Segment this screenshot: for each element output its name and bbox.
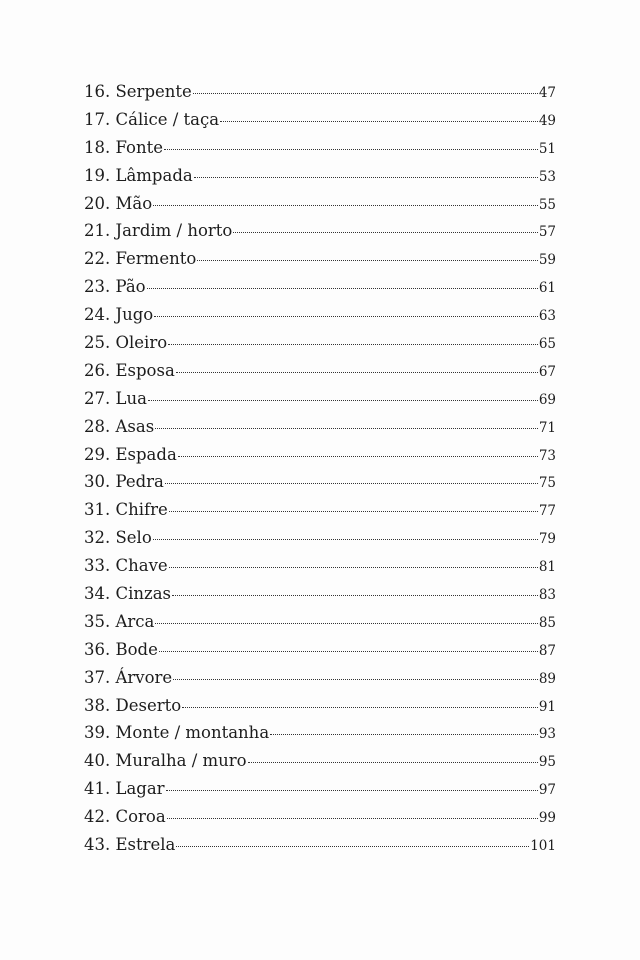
dot-leader	[194, 177, 538, 178]
toc-entry	[84, 445, 556, 473]
toc-entry-page-number: 81	[538, 559, 556, 576]
toc-entry-page-number: 71	[538, 419, 556, 436]
dot-leader	[147, 288, 538, 289]
toc-entry	[84, 305, 556, 333]
toc-entry-page-number: 57	[538, 224, 556, 241]
toc-entry	[84, 807, 556, 835]
toc-entry	[84, 835, 556, 863]
dot-leader	[172, 595, 538, 596]
toc-entry	[84, 361, 556, 389]
toc-entry	[84, 249, 556, 277]
toc-entry	[84, 668, 556, 696]
toc-entry-title: 21. Jardim / horto	[84, 221, 233, 241]
toc-entry-page-number: 69	[538, 391, 556, 408]
toc-entry-page-number: 91	[538, 698, 556, 715]
toc-entry	[84, 640, 556, 668]
toc-entry-page-number: 75	[538, 475, 556, 492]
toc-entry-title: 24. Jugo	[84, 305, 154, 325]
toc-entry-title: 43. Estrela	[84, 835, 176, 855]
dot-leader	[169, 567, 538, 568]
toc-entry	[84, 751, 556, 779]
toc-entry-title: 37. Árvore	[84, 667, 173, 687]
dot-leader	[248, 762, 538, 763]
toc-entry-page-number: 85	[538, 614, 556, 631]
toc-entry-title: 23. Pão	[84, 277, 146, 297]
toc-entry	[84, 389, 556, 417]
dot-leader	[155, 428, 538, 429]
toc-entry	[84, 277, 556, 305]
toc-entry	[84, 138, 556, 166]
toc-entry-page-number: 55	[538, 196, 556, 213]
toc-entry-page-number: 89	[538, 670, 556, 687]
toc-entry-page-number: 47	[538, 85, 556, 101]
dot-leader	[270, 734, 538, 735]
toc-entry	[84, 556, 556, 584]
toc-entry-page-number: 59	[538, 252, 556, 269]
toc-entry	[84, 194, 556, 222]
toc-entry	[84, 472, 556, 500]
toc-entry-title: 42. Coroa	[84, 807, 166, 827]
dot-leader	[176, 846, 529, 847]
toc-entry-title: 35. Arca	[84, 611, 155, 631]
toc-entry-page-number: 53	[538, 168, 556, 185]
toc-entry-page-number: 51	[538, 140, 556, 157]
toc-entry	[84, 333, 556, 361]
dot-leader	[176, 372, 538, 373]
dot-leader	[173, 679, 538, 680]
toc-entry-page-number: 61	[538, 280, 556, 297]
dot-leader	[165, 483, 538, 484]
dot-leader	[197, 260, 538, 261]
toc-entry-title: 31. Chifre	[84, 500, 168, 520]
dot-leader	[154, 316, 538, 317]
toc-entry-title: 40. Muralha / muro	[84, 751, 247, 771]
toc-entry-title: 27. Lua	[84, 388, 147, 408]
dot-leader	[182, 707, 538, 708]
dot-leader	[166, 790, 538, 791]
toc-entry-page-number: 65	[538, 336, 556, 353]
dot-leader	[168, 344, 538, 345]
toc-entry	[84, 221, 556, 249]
toc-entry-page-number: 95	[538, 754, 556, 771]
dot-leader	[167, 818, 538, 819]
toc-entry-title: 41. Lagar	[84, 779, 165, 799]
toc-entry-title: 22. Fermento	[84, 249, 197, 269]
toc-entry	[84, 696, 556, 724]
dot-leader	[153, 539, 538, 540]
toc-entry	[84, 500, 556, 528]
toc-entry-page-number: 87	[538, 642, 556, 659]
toc-entry-title: 39. Monte / montanha	[84, 723, 270, 743]
dot-leader	[148, 400, 538, 401]
toc-entry-title: 36. Bode	[84, 639, 158, 659]
toc-entry-page-number: 63	[538, 308, 556, 325]
toc-entry-title: 32. Selo	[84, 528, 152, 548]
toc-entry	[84, 417, 556, 445]
dot-leader	[159, 651, 538, 652]
toc-entry	[84, 110, 556, 138]
toc-entry-title: 20. Mão	[84, 193, 153, 213]
toc-entry-page-number: 79	[538, 531, 556, 548]
dot-leader	[233, 232, 537, 233]
toc-entry-page-number: 99	[538, 810, 556, 827]
toc-entry-page-number: 73	[538, 447, 556, 464]
toc-entry-title: 34. Cinzas	[84, 584, 172, 604]
toc-entry-page-number: 77	[538, 503, 556, 520]
toc-entry-title: 28. Asas	[84, 416, 155, 436]
toc-entry-title: 26. Esposa	[84, 360, 175, 380]
toc-entry-title: 25. Oleiro	[84, 333, 168, 353]
dot-leader	[169, 511, 538, 512]
dot-leader	[193, 93, 538, 94]
toc-entry-title: 29. Espada	[84, 444, 177, 464]
toc-entry	[84, 612, 556, 640]
toc-entry-title: 17. Cálice / taça	[84, 109, 220, 129]
toc-entry	[84, 723, 556, 751]
toc-entry	[84, 166, 556, 194]
toc-entry	[84, 528, 556, 556]
dot-leader	[155, 623, 537, 624]
toc-entry	[84, 779, 556, 807]
toc-entry-page-number: 83	[538, 587, 556, 604]
dot-leader	[220, 121, 538, 122]
toc-entry-page-number: 67	[538, 363, 556, 380]
dot-leader	[178, 456, 538, 457]
toc-entry	[84, 82, 556, 110]
table-of-contents	[84, 82, 556, 863]
toc-entry-page-number: 97	[538, 782, 556, 799]
toc-entry-page-number: 49	[538, 112, 556, 129]
toc-entry-title: 16. Serpente	[84, 82, 192, 101]
toc-entry-title: 19. Lâmpada	[84, 165, 193, 185]
dot-leader	[153, 205, 538, 206]
toc-entry-title: 30. Pedra	[84, 472, 164, 492]
toc-entry	[84, 584, 556, 612]
toc-entry-title: 38. Deserto	[84, 695, 182, 715]
toc-entry-page-number: 93	[538, 726, 556, 743]
toc-entry-title: 33. Chave	[84, 556, 168, 576]
toc-entry-page-number: 101	[530, 838, 556, 855]
toc-entry-title: 18. Fonte	[84, 137, 163, 157]
dot-leader	[164, 149, 538, 150]
